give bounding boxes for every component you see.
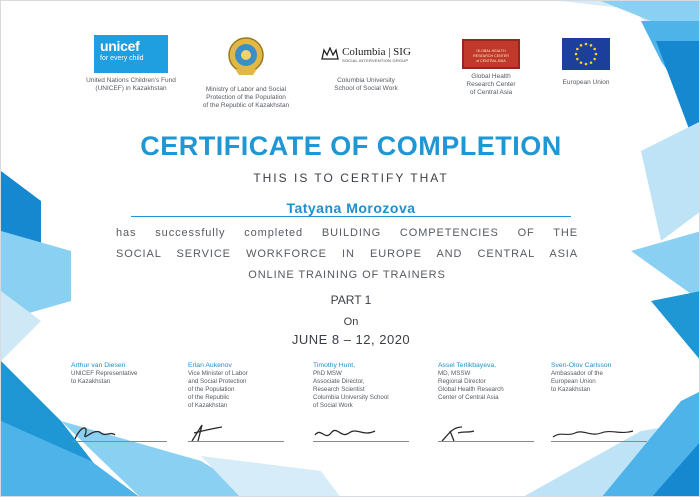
crown-icon bbox=[321, 47, 339, 61]
on-label: On bbox=[343, 316, 359, 328]
part-label: PART 1 bbox=[330, 293, 372, 307]
signatory-name: Sven-Olov Carlsson bbox=[551, 362, 612, 369]
columbia-logo bbox=[306, 35, 426, 93]
eu-flag-icon bbox=[562, 38, 610, 70]
eu-star bbox=[585, 43, 588, 46]
signatory-role: MD, MSSW Regional Director Global Health Research Center of Central Asia bbox=[438, 370, 504, 401]
eu-star bbox=[575, 53, 578, 56]
statement-line-2: SOCIAL SERVICE WORKFORCE IN EUROPE AND CENTRAL ASIA bbox=[116, 248, 578, 260]
eu-star bbox=[580, 61, 583, 64]
signatory-role: PhD MSW Associate Director, Research Scientist Columbia University School of Social Work bbox=[313, 370, 389, 409]
ghrc-logo bbox=[441, 35, 541, 97]
completion-statement bbox=[116, 223, 578, 286]
eu-star bbox=[585, 63, 588, 66]
logo-row bbox=[41, 35, 661, 115]
ghrc-caption: Global Health Research Center of Central Asia bbox=[466, 73, 516, 96]
ministry-caption: Ministry of Labor and Social Protection of the Population of the Republic of Kazakhstan bbox=[202, 86, 290, 109]
signatory-2 bbox=[188, 361, 300, 410]
signature-rule bbox=[313, 441, 409, 442]
unicef-logo bbox=[71, 35, 191, 93]
ghrc-mark: GLOBAL HEALTH RESEARCH CENTER of CENTRAL ASIA bbox=[462, 39, 520, 69]
eu-star bbox=[580, 44, 583, 47]
eu-star bbox=[590, 61, 593, 64]
training-dates: JUNE 8 – 12, 2020 bbox=[291, 332, 411, 347]
certify-line: THIS IS TO CERTIFY THAT bbox=[253, 171, 449, 185]
eu-star bbox=[590, 44, 593, 47]
name-underline bbox=[131, 216, 571, 217]
unicef-mark bbox=[94, 35, 168, 73]
unicef-wordmark: unicef bbox=[100, 38, 140, 54]
unicef-caption: United Nations Children's Fund (UNICEF) in Kazakhstan bbox=[86, 77, 176, 92]
ministry-logo bbox=[191, 35, 301, 110]
signature-rule bbox=[551, 441, 647, 442]
signature-rule bbox=[71, 441, 167, 442]
signatory-5 bbox=[551, 361, 663, 394]
columbia-mark bbox=[321, 35, 411, 73]
statement-line-3: ONLINE TRAINING OF TRAINERS bbox=[248, 269, 446, 281]
signatory-role: Ambassador of the European Union to Kazakhstan bbox=[551, 370, 603, 393]
statement-line-1: has successfully completed BUILDING COMPETENCIES OF THE bbox=[116, 227, 578, 239]
columbia-subline: SOCIAL INTERVENTION GROUP bbox=[342, 57, 409, 63]
signature-rule bbox=[438, 441, 534, 442]
signatory-3 bbox=[313, 361, 425, 410]
recipient-name: Tatyana Morozova bbox=[286, 200, 416, 216]
signatory-role: Vice Minister of Labor and Social Protection of the Population of the Republic of Kazakhstan bbox=[188, 370, 248, 409]
signatory-1 bbox=[71, 361, 183, 386]
signatory-name: Erlan Aukenov bbox=[188, 362, 232, 369]
signatory-role: UNICEF Representative to Kazakhstan bbox=[71, 370, 138, 385]
signatory-name: Assel Terlikbayeva, bbox=[438, 362, 497, 369]
eu-star bbox=[593, 48, 596, 51]
eu-star bbox=[576, 58, 579, 61]
eu-star bbox=[576, 48, 579, 51]
signatory-name: Arthur van Diesen bbox=[71, 362, 126, 369]
eu-star bbox=[593, 58, 596, 61]
eu-caption: European Union bbox=[562, 79, 610, 86]
signature-rule bbox=[188, 441, 284, 442]
eu-star bbox=[595, 53, 598, 56]
unicef-tagline: for every child bbox=[100, 55, 144, 62]
columbia-caption: Columbia University School of Social Work bbox=[334, 77, 398, 92]
signatory-4 bbox=[438, 361, 550, 402]
ministry-emblem-icon bbox=[227, 35, 265, 77]
certificate-title: CERTIFICATE OF COMPLETION bbox=[140, 131, 562, 161]
signatory-name: Timothy Hunt, bbox=[313, 362, 356, 369]
columbia-wordmark: Columbia | SIG bbox=[342, 45, 411, 58]
eu-logo bbox=[546, 35, 626, 87]
